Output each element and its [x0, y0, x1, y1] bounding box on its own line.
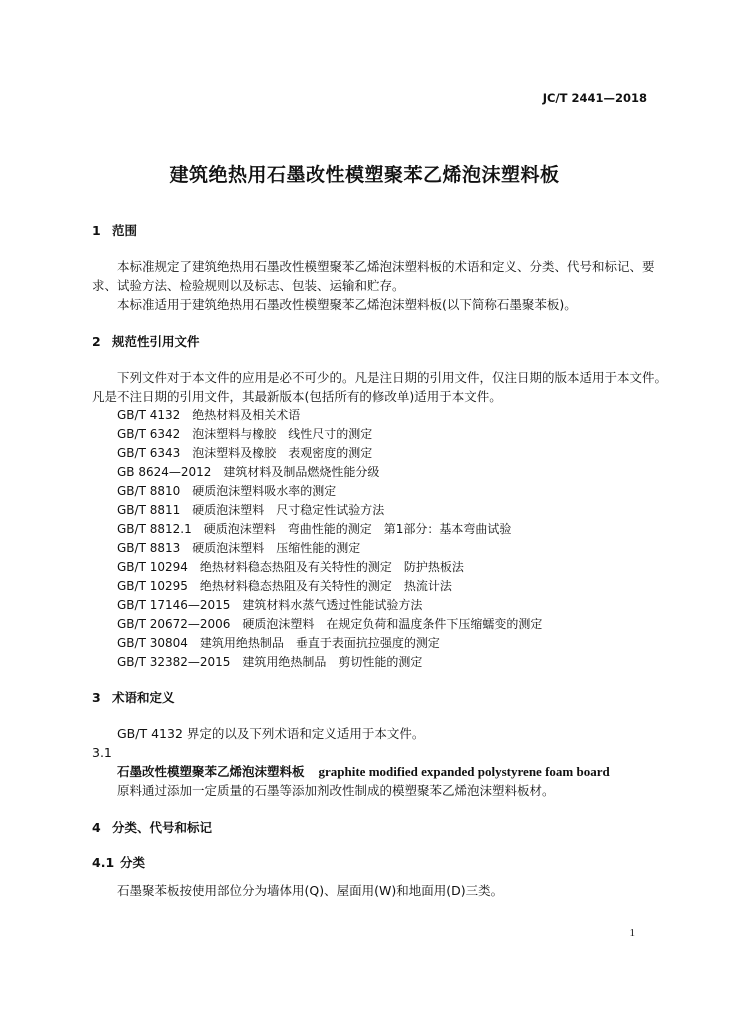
section-1-heading [92, 221, 137, 239]
term-definition: 原料通过添加一定质量的石墨等添加剂改性制成的模塑聚苯乙烯泡沫塑料板材。 [117, 783, 555, 798]
document-title: 建筑绝热用石墨改性模塑聚苯乙烯泡沫塑料板 [169, 164, 560, 186]
subsection-number: 4.1 [92, 855, 115, 870]
section-title: 范围 [112, 223, 138, 238]
scope-para1-line1: 本标准规定了建筑绝热用石墨改性模塑聚苯乙烯泡沫塑料板的术语和定义、分类、代号和标记、要 [117, 259, 655, 274]
reference-item: GB/T 6342 泡沫塑料与橡胶 线性尺寸的测定 [117, 427, 373, 441]
reference-item: GB/T 6343 泡沫塑料及橡胶 表观密度的测定 [117, 446, 373, 460]
term-chinese: 石墨改性模塑聚苯乙烯泡沫塑料板 [117, 764, 305, 779]
term-entry [117, 762, 610, 782]
references-intro-line2: 凡是不注日期的引用文件，其最新版本(包括所有的修改单)适用于本文件。 [92, 389, 502, 404]
section-number: 4 [92, 820, 101, 835]
section-title: 分类、代号和标记 [112, 820, 213, 835]
reference-item: GB/T 30804 建筑用绝热制品 垂直于表面抗拉强度的测定 [117, 636, 440, 650]
terms-intro: GB/T 4132 界定的以及下列术语和定义适用于本文件。 [117, 726, 425, 741]
reference-item: GB/T 4132 绝热材料及相关术语 [117, 408, 301, 422]
scope-para1-line2: 求、试验方法、检验规则以及标志、包装、运输和贮存。 [92, 278, 405, 293]
section-2-heading [92, 332, 200, 350]
reference-item: GB/T 20672—2006 硬质泡沫塑料 在规定负荷和温度条件下压缩蠕变的测定 [117, 617, 543, 631]
section-title: 规范性引用文件 [112, 334, 200, 349]
reference-item: GB/T 8810 硬质泡沫塑料吸水率的测定 [117, 484, 337, 498]
section-number: 2 [92, 334, 101, 349]
section-3-heading [92, 688, 175, 706]
reference-item: GB/T 8813 硬质泡沫塑料 压缩性能的测定 [117, 541, 361, 555]
subsection-title: 分类 [120, 855, 146, 870]
page-number: 1 [629, 927, 635, 939]
term-number: 3.1 [92, 745, 112, 760]
references-intro-line1: 下列文件对于本文件的应用是必不可少的。凡是注日期的引用文件，仅注日期的版本适用于本文件。 [117, 370, 668, 385]
reference-item: GB/T 8811 硬质泡沫塑料 尺寸稳定性试验方法 [117, 503, 385, 517]
standard-code: JC/T 2441—2018 [542, 91, 647, 105]
classification-text: 石墨聚苯板按使用部位分为墙体用(Q)、屋面用(W)和地面用(D)三类。 [117, 883, 504, 898]
reference-item: GB/T 32382—2015 建筑用绝热制品 剪切性能的测定 [117, 655, 423, 669]
reference-item: GB 8624—2012 建筑材料及制品燃烧性能分级 [117, 465, 380, 479]
reference-item: GB/T 17146—2015 建筑材料水蒸气透过性能试验方法 [117, 598, 423, 612]
section-number: 3 [92, 690, 101, 705]
section-number: 1 [92, 223, 101, 238]
term-english: graphite modified expanded polystyrene foam board [318, 764, 610, 779]
section-4-heading [92, 818, 212, 836]
reference-item: GB/T 10295 绝热材料稳态热阻及有关特性的测定 热流计法 [117, 579, 452, 593]
reference-item: GB/T 10294 绝热材料稳态热阻及有关特性的测定 防护热板法 [117, 560, 464, 574]
section-title: 术语和定义 [112, 690, 175, 705]
subsection-4-1-heading [92, 853, 145, 871]
scope-para2: 本标准适用于建筑绝热用石墨改性模塑聚苯乙烯泡沫塑料板(以下简称石墨聚苯板)。 [117, 297, 577, 312]
reference-item: GB/T 8812.1 硬质泡沫塑料 弯曲性能的测定 第1部分：基本弯曲试验 [117, 522, 512, 536]
